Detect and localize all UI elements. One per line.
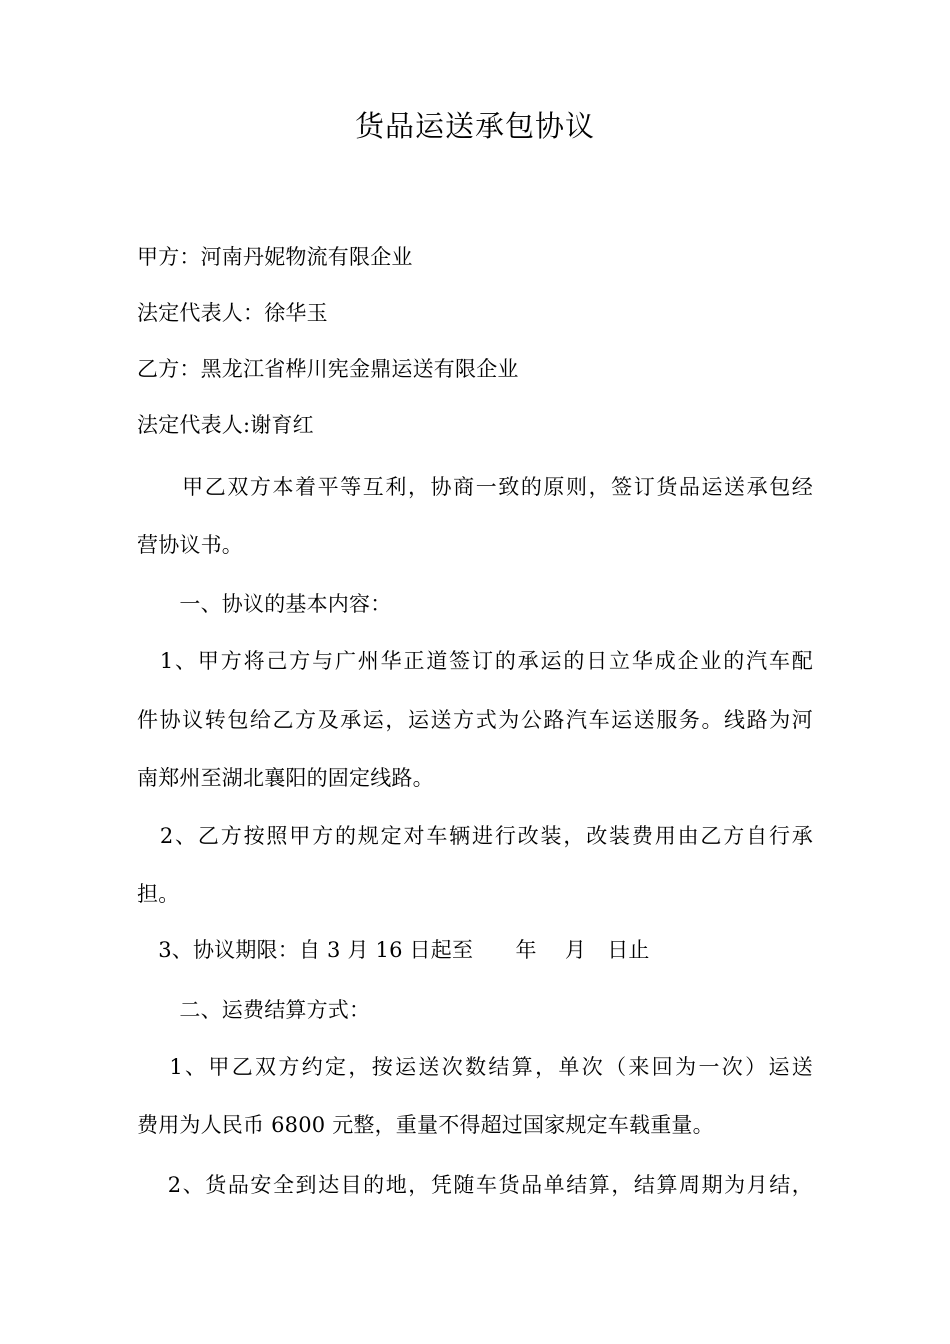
document-title: 货品运送承包协议	[354, 109, 595, 143]
clause-1-line-2: 件协议转包给乙方及承运，运送方式为公路汽车运送服务。线路为河	[137, 708, 813, 732]
preamble-line-1: 甲乙双方本着平等互利，协商一致的原则，签订货品运送承包经	[137, 475, 813, 499]
party-a-line: 甲方：河南丹妮物流有限企业	[137, 245, 413, 269]
clause-2-line-2: 担。	[137, 882, 180, 906]
preamble-line-2: 营协议书。	[137, 533, 243, 557]
payment-clause-1-line-2: 费用为人民币 6800 元整，重量不得超过国家规定车载重量。	[137, 1113, 714, 1137]
party-b-representative-line: 法定代表人:谢育红	[137, 413, 314, 437]
party-b-line: 乙方：黑龙江省桦川宪金鼎运送有限企业	[137, 357, 519, 381]
section-heading-1: 一、协议的基本内容：	[137, 592, 392, 616]
section-heading-2: 二、运费结算方式：	[137, 998, 371, 1022]
clause-2-line-1: 2、乙方按照甲方的规定对车辆进行改装，改装费用由乙方自行承	[137, 824, 813, 848]
payment-clause-1-line-1: 1、甲乙双方约定，按运送次数结算，单次（来回为一次）运送	[137, 1055, 813, 1079]
clause-1-line-1: 1、甲方将己方与广州华正道签订的承运的日立华成企业的汽车配	[137, 649, 813, 673]
payment-clause-2-line-1: 2、货品安全到达目的地，凭随车货品单结算，结算周期为月结，	[137, 1173, 813, 1197]
party-a-representative-line: 法定代表人：徐华玉	[137, 301, 328, 325]
clause-3-line: 3、协议期限：自 3 月 16 日起至 年 月 日止	[137, 938, 650, 962]
clause-1-line-3: 南郑州至湖北襄阳的固定线路。	[137, 766, 434, 790]
